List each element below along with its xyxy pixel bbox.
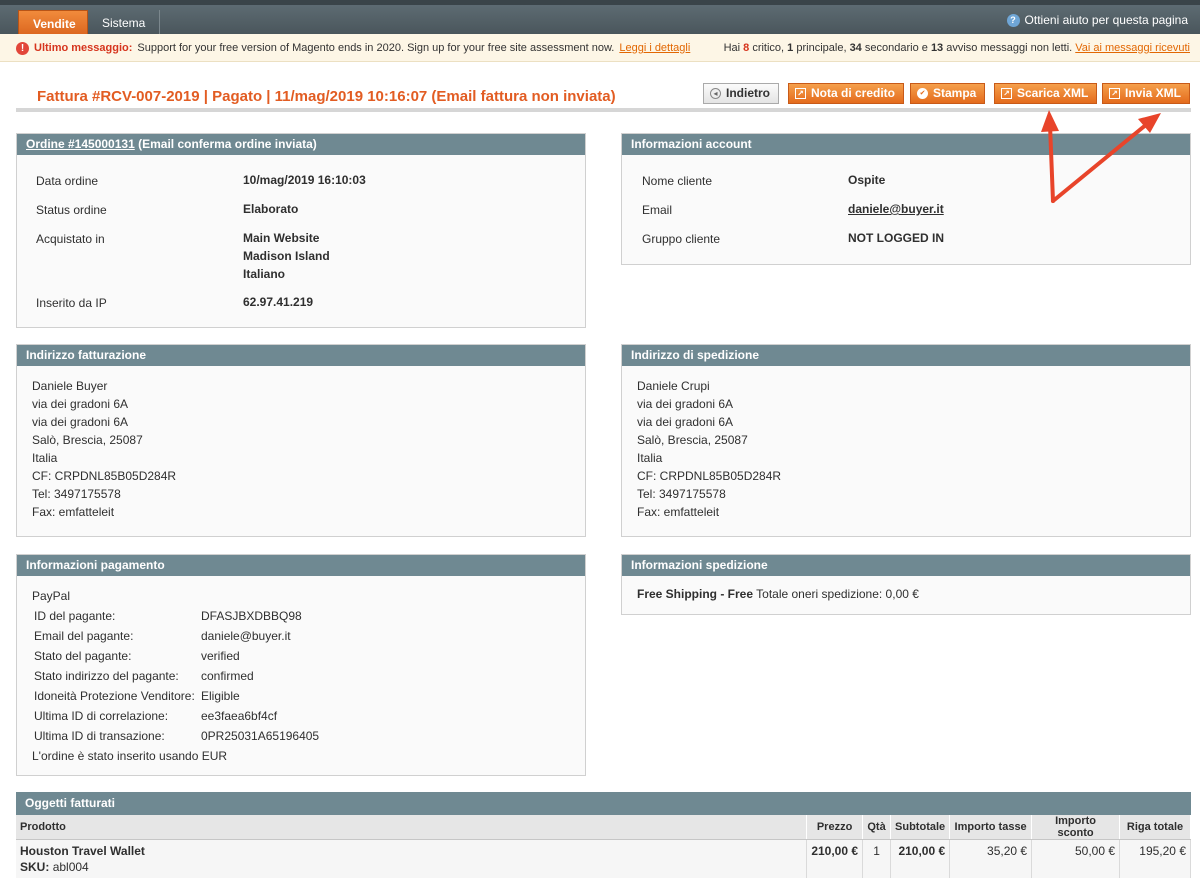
tab-sistema[interactable]: Sistema <box>88 10 160 39</box>
billing-address-box <box>16 344 586 537</box>
shipping-line: via dei gradoni 6A <box>637 397 734 411</box>
payment-row: Stato del pagante: verified <box>34 649 240 663</box>
column-header: Prodotto <box>16 815 807 840</box>
discount-cell: 50,00 € <box>1032 840 1120 879</box>
payment-info-box <box>16 554 586 776</box>
order-date-value: 10/mag/2019 16:10:03 <box>243 173 366 187</box>
tab-vendite[interactable]: Vendite <box>18 10 88 39</box>
column-header: Importo sconto <box>1032 815 1120 840</box>
shipping-method: Free Shipping - Free <box>637 587 754 601</box>
order-info-header: Ordine #145000131 (Email conferma ordine inviata) <box>17 134 585 155</box>
arrow-left-icon: ◂ <box>710 88 721 99</box>
customer-name-label: Nome cliente <box>642 174 713 188</box>
product-sku: abl004 <box>52 860 89 874</box>
download-xml-button[interactable]: ↗ Scarica XML <box>994 83 1097 104</box>
print-button[interactable]: ✔ Stampa <box>910 83 985 104</box>
back-button[interactable]: ◂ Indietro <box>703 83 779 104</box>
payment-method: PayPal <box>32 589 71 603</box>
customer-group-label: Gruppo cliente <box>642 232 721 246</box>
payment-row: Ultima ID di transazione: 0PR25031A65196405 <box>34 729 320 743</box>
annotation-arrowhead <box>1138 113 1161 133</box>
tax-cell: 35,20 € <box>950 840 1032 879</box>
page-title: Fattura #RCV-007-2019 | Pagato | 11/mag/2019 10:16:07 (Email fattura non inviata) <box>37 88 616 105</box>
shipping-line: Tel: 3497175578 <box>637 487 726 501</box>
product-cell: Houston Travel Wallet SKU: abl004 <box>16 840 807 879</box>
column-header: Importo tasse <box>950 815 1032 840</box>
annotation-arrowhead <box>1041 110 1059 132</box>
billing-line: Italia <box>32 451 58 465</box>
shipping-line: CF: CRPDNL85B05D284R <box>637 469 782 483</box>
payment-row: Idoneità Protezione Venditore: Eligible <box>34 689 240 703</box>
order-date-label: Data ordine <box>36 174 99 188</box>
send-icon: ↗ <box>1109 88 1120 99</box>
payment-row: Stato indirizzo del pagante: confirmed <box>34 669 254 683</box>
customer-email-link[interactable]: daniele@buyer.it <box>848 202 944 216</box>
message-summary: Hai 8 critico, 1 principale, 34 secondario e 13 avviso messaggi non letti. Vai ai messaggi ricevuti <box>723 42 1190 54</box>
column-header: Prezzo <box>807 815 863 840</box>
order-info-box <box>16 133 586 328</box>
critical-count: 8 <box>743 42 750 54</box>
warning-circle-icon: ! <box>16 42 29 55</box>
payment-row: Email del pagante: daniele@buyer.it <box>34 629 291 643</box>
billing-line: Salò, Brescia, 25087 <box>32 433 143 447</box>
invoiced-items-header: Oggetti fatturati <box>16 792 1191 815</box>
row-total-cell: 195,20 € <box>1120 840 1191 879</box>
check-circle-icon: ✔ <box>917 88 928 99</box>
help-label: Ottieni aiuto per questa pagina <box>1024 13 1188 27</box>
column-header: Qtà <box>863 815 891 840</box>
table-row <box>16 840 1191 879</box>
purchased-in-website: Main Website <box>243 231 320 245</box>
shipping-line: via dei gradoni 6A <box>637 415 734 429</box>
subtotal-cell: 210,00 € <box>891 840 950 879</box>
shipping-info-header: Informazioni spedizione <box>622 555 1190 576</box>
download-icon: ↗ <box>1001 88 1012 99</box>
purchased-in-label: Acquistato in <box>36 232 105 246</box>
all-messages-link[interactable]: Vai ai messaggi ricevuti <box>1075 42 1190 54</box>
shipping-address-header: Indirizzo di spedizione <box>622 345 1190 366</box>
payment-row: Ultima ID di correlazione: ee3faea6bf4cf <box>34 709 278 723</box>
help-circle-icon: ? <box>1007 14 1020 27</box>
product-name: Houston Travel Wallet <box>20 844 145 858</box>
purchased-in-view: Italiano <box>243 267 286 281</box>
major-count: 1 <box>787 42 794 54</box>
order-status-value: Elaborato <box>243 202 299 216</box>
shipping-line: Salò, Brescia, 25087 <box>637 433 748 447</box>
shipping-info-box <box>621 554 1191 615</box>
customer-group-value: NOT LOGGED IN <box>848 231 944 245</box>
shipping-line: Daniele Crupi <box>637 379 710 393</box>
column-header: Riga totale <box>1120 815 1191 840</box>
help-link[interactable] <box>1007 13 1188 27</box>
notice-prefix: Ultimo messaggio: <box>34 42 133 54</box>
qty-cell: 1 <box>863 840 891 879</box>
order-status-label: Status ordine <box>36 203 107 217</box>
billing-line: CF: CRPDNL85B05D284R <box>32 469 177 483</box>
shipping-line: Fax: emfatteleit <box>637 505 720 519</box>
billing-line: via dei gradoni 6A <box>32 415 129 429</box>
payment-row: ID del pagante: DFASJBXDBBQ98 <box>34 609 302 623</box>
account-info-box <box>621 133 1191 265</box>
document-icon: ↗ <box>795 88 806 99</box>
system-message-bar <box>0 34 1200 62</box>
minor-count: 34 <box>849 42 862 54</box>
ip-value: 62.97.41.219 <box>243 295 314 309</box>
column-header: Subtotale <box>891 815 950 840</box>
billing-line: Daniele Buyer <box>32 379 108 393</box>
notice-count: 13 <box>930 42 944 54</box>
currency-note: L'ordine è stato inserito usando EUR <box>32 749 228 763</box>
billing-line: via dei gradoni 6A <box>32 397 129 411</box>
billing-line: Fax: emfatteleit <box>32 505 115 519</box>
shipping-total: Totale oneri spedizione: 0,00 € <box>756 587 919 601</box>
shipping-address-box <box>621 344 1191 537</box>
billing-address-header: Indirizzo fatturazione <box>17 345 585 366</box>
email-label: Email <box>642 203 673 217</box>
order-link[interactable]: Ordine #145000131 <box>26 137 135 151</box>
customer-name-value: Ospite <box>848 173 886 187</box>
top-navigation <box>0 0 1200 34</box>
title-divider <box>16 108 1191 112</box>
price-cell: 210,00 € <box>807 840 863 879</box>
notice-details-link[interactable]: Leggi i dettagli <box>619 42 691 54</box>
invoiced-items-table <box>16 815 1191 878</box>
billing-line: Tel: 3497175578 <box>32 487 121 501</box>
notice-message: Support for your free version of Magento ends in 2020. Sign up for your free site assessment now. <box>137 42 615 54</box>
purchased-in-store: Madison Island <box>243 249 330 263</box>
account-info-header: Informazioni account <box>622 134 1190 155</box>
ip-label: Inserito da IP <box>36 296 107 310</box>
payment-info-header: Informazioni pagamento <box>17 555 585 576</box>
credit-memo-button[interactable]: ↗ Nota di credito <box>788 83 904 104</box>
shipping-line: Italia <box>637 451 663 465</box>
send-xml-button[interactable]: ↗ Invia XML <box>1102 83 1190 104</box>
